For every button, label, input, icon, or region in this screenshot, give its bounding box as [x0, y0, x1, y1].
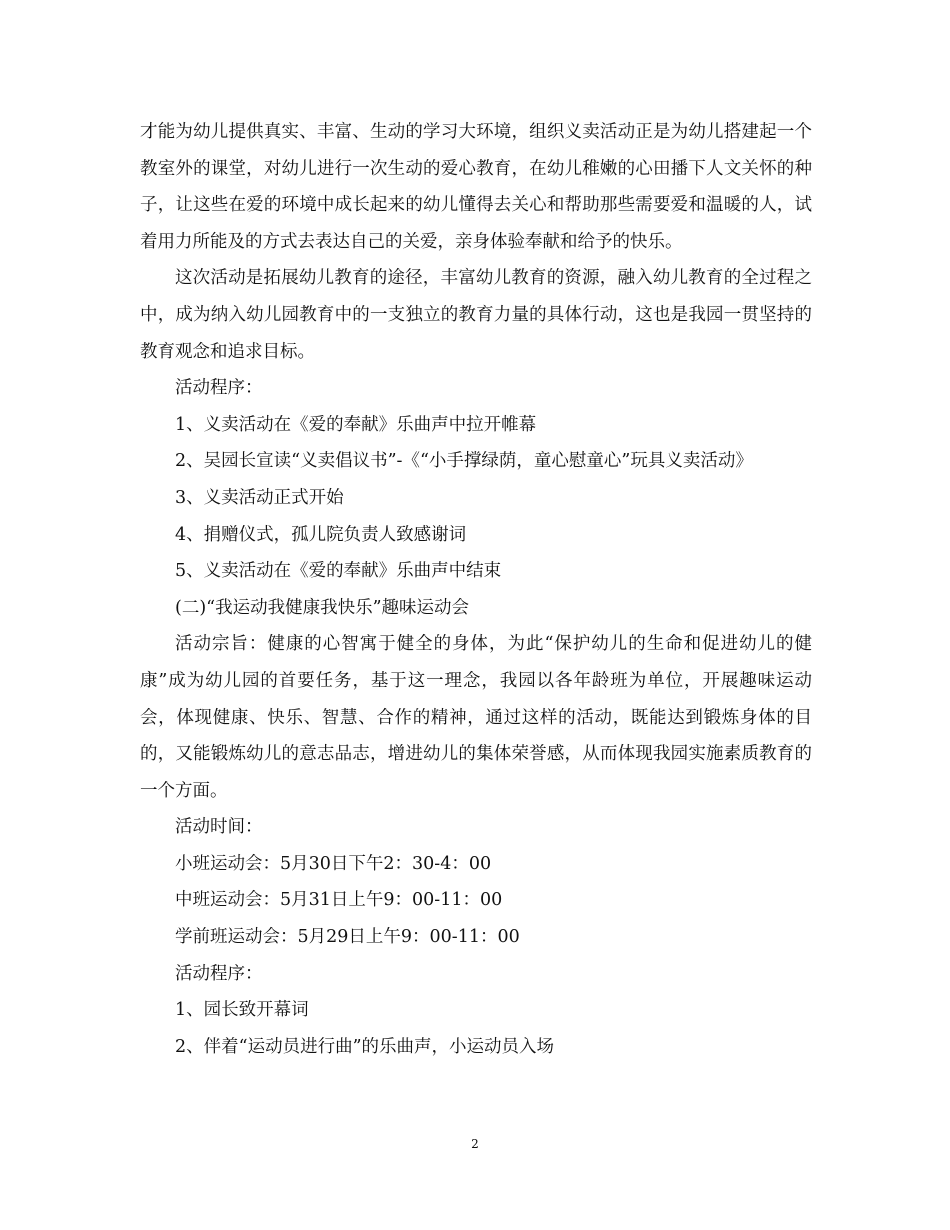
section-heading-sports-meet: (二)“我运动我健康我快乐”趣味运动会	[175, 597, 470, 618]
list-item: 2、伴着“运动员进行曲”的乐曲声，小运动员入场	[175, 1036, 555, 1057]
paragraph-activity-purpose: 活动宗旨：健康的心智寓于健全的身体，为此“保护幼儿的生命和促进幼儿的健康”成为幼儿园的首要任务，基于这一理念，我园以各年龄班为单位，开展趣味运动会，体现健康、快乐、智慧、合作的精神，通过这样的活动，既能达到锻炼身体的目的，又能锻炼幼儿的意志品志，增进幼儿的集体荣誉感，从而体现我园实施素质教育的一个方面。	[140, 634, 812, 801]
schedule-item: 学前班运动会：5月29日上午9：00-11：00	[175, 927, 520, 948]
paragraph-activity-significance: 这次活动是拓展幼儿教育的途径，丰富幼儿教育的资源，融入幼儿教育的全过程之中，成为纳入幼儿园教育中的一支独立的教育力量的具体行动，这也是我园一贯坚持的教育观念和追求目标。	[140, 268, 812, 362]
list-item: 5、义卖活动在《爱的奉献》乐曲声中结束	[175, 561, 502, 582]
heading-activity-procedure: 活动程序：	[175, 378, 263, 399]
schedule-item: 小班运动会：5月30日下午2：30-4：00	[175, 853, 492, 874]
list-item: 1、义卖活动在《爱的奉献》乐曲声中拉开帷幕	[175, 414, 537, 435]
document-body	[140, 114, 812, 1065]
list-item: 4、捐赠仪式，孤儿院负责人致感谢词	[175, 524, 467, 545]
heading-activity-time: 活动时间：	[175, 817, 263, 838]
list-item: 3、义卖活动正式开始	[175, 487, 344, 508]
page-number: 2	[471, 1137, 479, 1151]
list-item: 1、园长致开幕词	[175, 1000, 309, 1021]
list-item: 2、吴园长宣读“义卖倡议书”-《“小手撑绿荫，童心慰童心”玩具义卖活动》	[175, 451, 753, 472]
schedule-item: 中班运动会：5月31日上午9：00-11：00	[175, 890, 503, 911]
heading-activity-procedure: 活动程序：	[175, 963, 263, 984]
paragraph-continuation: 才能为幼儿提供真实、丰富、生动的学习大环境，组织义卖活动正是为幼儿搭建起一个教室外的课堂，对幼儿进行一次生动的爱心教育，在幼儿稚嫩的心田播下人文关怀的种子，让这些在爱的环境中成长起来的幼儿懂得去关心和帮助那些需要爱和温暖的人，试着用力所能及的方式去表达自己的关爱，亲身体验奉献和给予的快乐。	[140, 122, 812, 252]
